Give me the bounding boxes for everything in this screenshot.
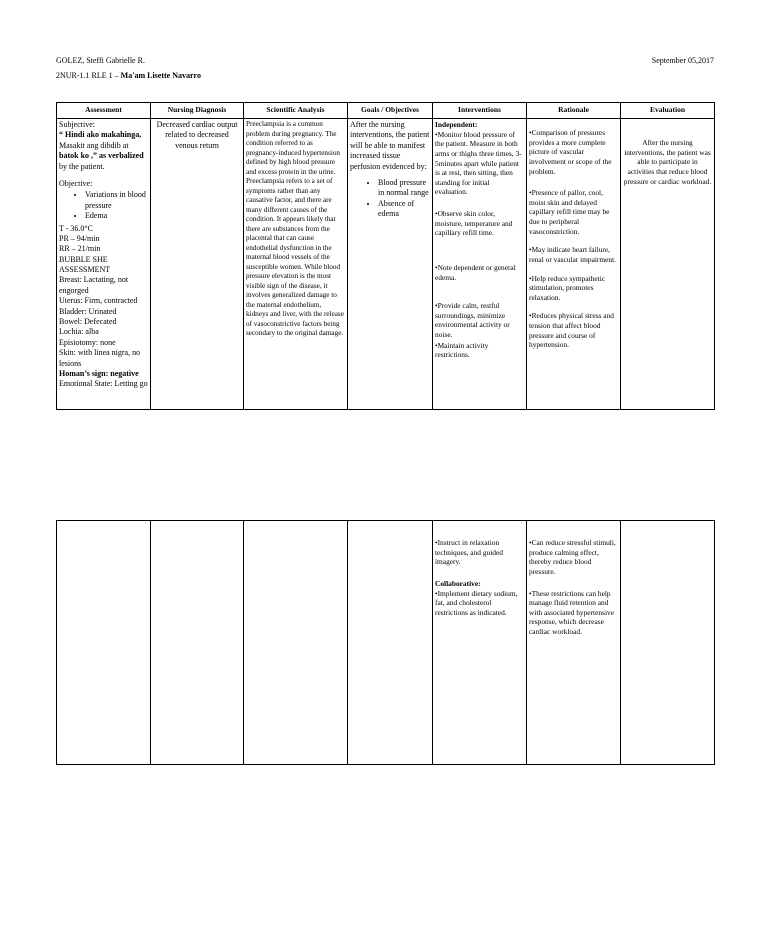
quote-line-1: “ Hindi ako makahinga, xyxy=(59,130,142,140)
bladder-finding: Bladder: Urinated xyxy=(59,306,117,316)
intervention-item: •Provide calm, restful surroundings, minimize environmental activity or noise. xyxy=(435,301,510,339)
breast-finding: Breast: Lactating, not engorged xyxy=(59,275,129,295)
intervention-item: •Instruct in relaxation techniques, and guided imagery. xyxy=(435,538,503,567)
skin-finding: Skin: with linea nigra, no lesions xyxy=(59,348,141,368)
care-plan-table-2 xyxy=(56,520,715,765)
instructor-name: Ma'am Lisette Navarro xyxy=(120,71,201,80)
bubble-line-2: ASSESSMENT xyxy=(59,265,111,275)
temperature: T - 36.0°C xyxy=(59,223,93,233)
header-assessment: Assessment xyxy=(57,103,151,119)
quote-line-4: by the patient. xyxy=(59,161,105,171)
rationale-item: •Presence of pallor, cool, moist skin and delayed capillary refill time may be due to peripheral vasoconstriction. xyxy=(529,188,610,236)
interventions-cell xyxy=(433,119,527,410)
bowel-finding: Bowel: Defecated xyxy=(59,317,117,327)
episiotomy-finding: Episiotomy: none xyxy=(59,337,116,347)
rationale-item: •Comparison of pressures provides a more complete picture of vascular involvement or scope of the problem. xyxy=(529,128,612,176)
header-scientific-analysis: Scientific Analysis xyxy=(244,103,348,119)
goals-cell xyxy=(348,521,433,765)
goals-cell xyxy=(348,119,433,410)
rationale-item: •Can reduce stressful stimuli, produce calming effect, thereby reduce blood pressure. xyxy=(529,538,616,576)
rationale-item: •May indicate heart failure, renal or vascular impairment. xyxy=(529,245,617,264)
table-header-row xyxy=(57,103,715,119)
table-row xyxy=(57,521,715,765)
list-item: • Variations in blood pressure xyxy=(85,190,148,211)
analysis-text: Preeclampsia is a common problem during pregnancy. The condition referred to as pregnancy-induced hypertension defined by high blood pressure and excess protein in the urine. Preeclampsia refers to a set of symptoms rather than any causative factor, and there are many different causes of the condition. It appears likely that there are substances from the placental that can cause endothelial dysfunction in the maternal blood vessels of the susceptible women. While blood pressure elevation is the most visible sign of the disease, it involves generalized damage to the maternal endothelium, kidneys and liver, with the release of vasoconstrictive factors being secondary to the original damage. xyxy=(246,120,344,337)
subjective-quote xyxy=(59,130,148,172)
quote-line-2: Masakit ang dibdib at xyxy=(59,140,129,150)
respiratory-rate: RR – 21/min xyxy=(59,244,101,254)
document-date: September 05,2017 xyxy=(651,56,714,65)
list-item: • Absence of edema xyxy=(378,199,430,220)
diagnosis-text: Decreased cardiac output related to decreased venous return xyxy=(156,120,238,150)
homans-sign-finding: Homan’s sign: negative xyxy=(59,368,139,378)
goals-intro: After the nursing interventions, the patient will be able to manifest increased tissue perfusion evidenced by: xyxy=(350,120,430,171)
diagnosis-cell xyxy=(151,521,244,765)
quote-line-3: batok ko ,” as verbalized xyxy=(59,151,144,161)
independent-label: Independent: xyxy=(435,120,478,129)
collaborative-label: Collaborative: xyxy=(435,578,481,588)
header-nursing-diagnosis: Nursing Diagnosis xyxy=(151,103,244,119)
rationale-cell xyxy=(527,119,621,410)
emotional-state: Emotional State: Letting go xyxy=(59,379,148,389)
analysis-cell xyxy=(244,521,348,765)
evaluation-cell xyxy=(621,119,715,410)
rationale-item: •Help reduce sympathetic stimulation, promotes relaxation. xyxy=(529,273,606,302)
assessment-cell xyxy=(57,119,151,410)
rationale-item: •Reduces physical stress and tension that affect blood pressure and course of hypertension. xyxy=(529,311,614,350)
table-row xyxy=(57,119,715,410)
list-item: • Blood pressure in normal range xyxy=(378,178,430,199)
course-line xyxy=(56,71,201,81)
objective-label: Objective: xyxy=(59,178,93,188)
intervention-item: •Maintain activity restrictions. xyxy=(435,340,489,360)
uterus-finding: Uterus: Firm, contracted xyxy=(59,296,138,306)
intervention-item: •Implement dietary sodium, fat, and cholesterol restrictions as indicated. xyxy=(435,588,518,617)
course-code: 2NUR-1.1 RLE 1 – xyxy=(56,71,121,80)
subjective-label: Subjective: xyxy=(59,120,95,129)
intervention-item: •Monitor blood pressure of the patient. Measure in both arms or thighs three times, 3-5minutes apart while patient is at rest, then sitting, then standing for initial evaluation. xyxy=(435,129,522,197)
intervention-item: •Note dependent or general edema. xyxy=(435,262,516,282)
goals-list xyxy=(350,178,430,220)
evaluation-cell xyxy=(621,521,715,765)
lochia-finding: Lochia: alba xyxy=(59,327,99,337)
assessment-cell xyxy=(57,521,151,765)
student-name: GOLEZ, Steffi Gabrielle R. xyxy=(56,56,145,65)
intervention-item: •Observe skin color, moisture, temperature and capillary refill time. xyxy=(435,209,513,238)
objective-list xyxy=(59,190,148,221)
header-rationale: Rationale xyxy=(527,103,621,119)
diagnosis-cell xyxy=(151,119,244,410)
header-goals: Goals / Objectives xyxy=(348,103,433,119)
interventions-cell xyxy=(433,521,527,765)
rationale-cell xyxy=(527,521,621,765)
pulse-rate: PR – 94/min xyxy=(59,233,100,243)
care-plan-table-1 xyxy=(56,102,715,410)
rationale-item: •These restrictions can help manage fluid retention and with associated hypertensive response, which decrease cardiac workload. xyxy=(529,588,614,636)
list-item: • Edema xyxy=(85,211,148,221)
header-interventions: Interventions xyxy=(433,103,527,119)
header-evaluation: Evaluation xyxy=(621,103,715,119)
evaluation-text: After the nursing interventions, the patient was able to participate in activities that reduce blood pressure or cardiac workload. xyxy=(623,138,712,186)
analysis-cell xyxy=(244,119,348,410)
bubble-line-1: BUBBLE SHE xyxy=(59,254,108,264)
